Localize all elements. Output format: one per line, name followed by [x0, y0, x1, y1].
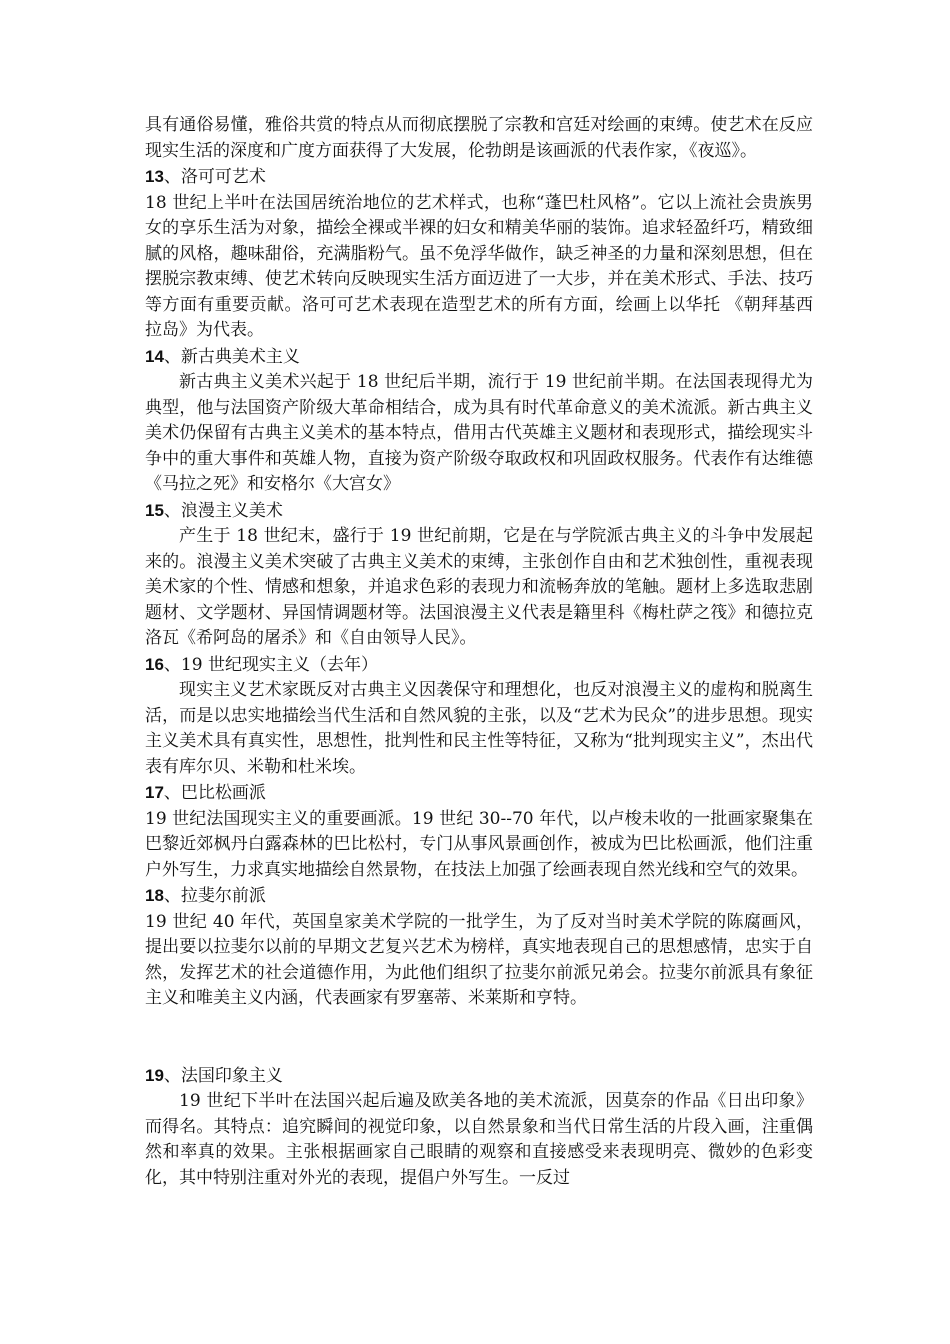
section-body-19: 19 世纪下半叶在法国兴起后遍及欧美各地的美术流派，因莫奈的作品《日出印象》而得名。其特点：追究瞬间的视觉印象，以自然景象和当代日常生活的片段入画，注重偶然和率真的效果。主张根据画家自己眼睛的观察和直接感受来表现明亮、微妙的色彩变化，其中特别注重对外光的表现，提倡户外写生。一反过 [145, 1091, 813, 1188]
section-heading-19 [145, 1063, 813, 1090]
section-heading-15 [145, 498, 813, 525]
section-title: 、浪漫主义美术 [163, 500, 283, 521]
section-number: 19 [145, 1065, 164, 1085]
section-heading-13 [145, 164, 813, 191]
section-title: 、巴比松画派 [163, 783, 266, 803]
section-body-16: 现实主义艺术家既反对古典主义因袭保守和理想化，也反对浪漫主义的虚构和脱离生活，而是以忠实地描绘当代生活和自然风貌的主张，以及“艺术为民众”的进步思想。现实主义美术具有真实性，思想性，批判性和民主性等特征，又称为“批判现实主义”，杰出代表有库尔贝、米勒和杜米埃。 [145, 680, 813, 777]
section-title: 、19 世纪现实主义（去年） [163, 654, 378, 675]
section-number: 13 [145, 167, 164, 186]
document-page [145, 113, 813, 1191]
section-title: 、法国印象主义 [163, 1065, 283, 1086]
section-number: 16 [145, 654, 164, 674]
section-title: 、新古典美术主义 [163, 346, 300, 367]
section-title: 、洛可可艺术 [163, 167, 266, 187]
intro-paragraph: 具有通俗易懂，雅俗共赏的特点从而彻底摆脱了宗教和宫廷对绘画的束缚。使艺术在反应现实生活的深度和广度方面获得了大发展，伦勃朗是该画派的代表作家，《夜巡》。 [145, 115, 813, 161]
section-body-18: 19 世纪 40 年代，英国皇家美术学院的一批学生，为了反对当时美术学院的陈腐画风，提出要以拉斐尔以前的早期文艺复兴艺术为榜样，真实地表现自己的思想感情，忠实于自然，发挥艺术的社会道德作用，为此他们组织了拉斐尔前派兄弟会。拉斐尔前派具有象征主义和唯美主义内涵，代表画家有罗塞蒂、米莱斯和亨特。 [145, 911, 813, 1008]
blank-spacer [145, 1012, 813, 1063]
section-number: 15 [145, 500, 164, 520]
section-number: 17 [145, 783, 164, 802]
section-body-14: 新古典主义美术兴起于 18 世纪后半期，流行于 19 世纪前半期。在法国表现得尤为典型，他与法国资产阶级大革命相结合，成为具有时代革命意义的美术流派。新古典主义美术仍保留有古典主义美术的基本特点，借用古代英雄主义题材和表现形式，描绘现实斗争中的重大事件和英雄人物，直接为资产阶级夺取政权和巩固政权服务。代表作有达维德《马拉之死》和安格尔《大宫女》 [145, 372, 813, 494]
section-body-13: 18 世纪上半叶在法国居统治地位的艺术样式，也称“蓬巴杜风格”。它以上流社会贵族男女的享乐生活为对象，描绘全裸或半裸的妇女和精美华丽的装饰。追求轻盈纤巧，精致细腻的风格，趣味甜俗，充满脂粉气。虽不免浮华做作，缺乏神圣的力量和深刻思想，但在摆脱宗教束缚、使艺术转向反映现实生活方面迈进了一大步，并在美术形式、手法、技巧等方面有重要贡献。洛可可艺术表现在造型艺术的所有方面，绘画上以华托 《朝拜基西拉岛》为代表。 [145, 192, 813, 340]
section-heading-14 [145, 344, 813, 371]
section-body-15: 产生于 18 世纪末，盛行于 19 世纪前期，它是在与学院派古典主义的斗争中发展起来的。浪漫主义美术突破了古典主义美术的束缚，主张创作自由和艺术独创性，重视表现美术家的个性、情感和想象，并追求色彩的表现力和流畅奔放的笔触。题材上多选取悲剧题材、文学题材、异国情调题材等。法国浪漫主义代表是籍里科《梅杜萨之筏》和德拉克洛瓦《希阿岛的屠杀》和《自由领导人民》。 [145, 526, 813, 648]
section-body-17: 19 世纪法国现实主义的重要画派。19 世纪 30--70 年代，以卢梭未收的一批画家聚集在巴黎近郊枫丹白露森林的巴比松村，专门从事风景画创作，被成为巴比松画派，他们注重户外写生，力求真实地描绘自然景物，在技法上加强了绘画表现自然光线和空气的效果。 [145, 808, 813, 880]
section-heading-16 [145, 652, 813, 679]
section-title: 、拉斐尔前派 [163, 886, 266, 906]
section-number: 18 [145, 886, 164, 905]
section-number: 14 [145, 346, 164, 366]
section-heading-18 [145, 883, 813, 910]
section-heading-17 [145, 780, 813, 807]
